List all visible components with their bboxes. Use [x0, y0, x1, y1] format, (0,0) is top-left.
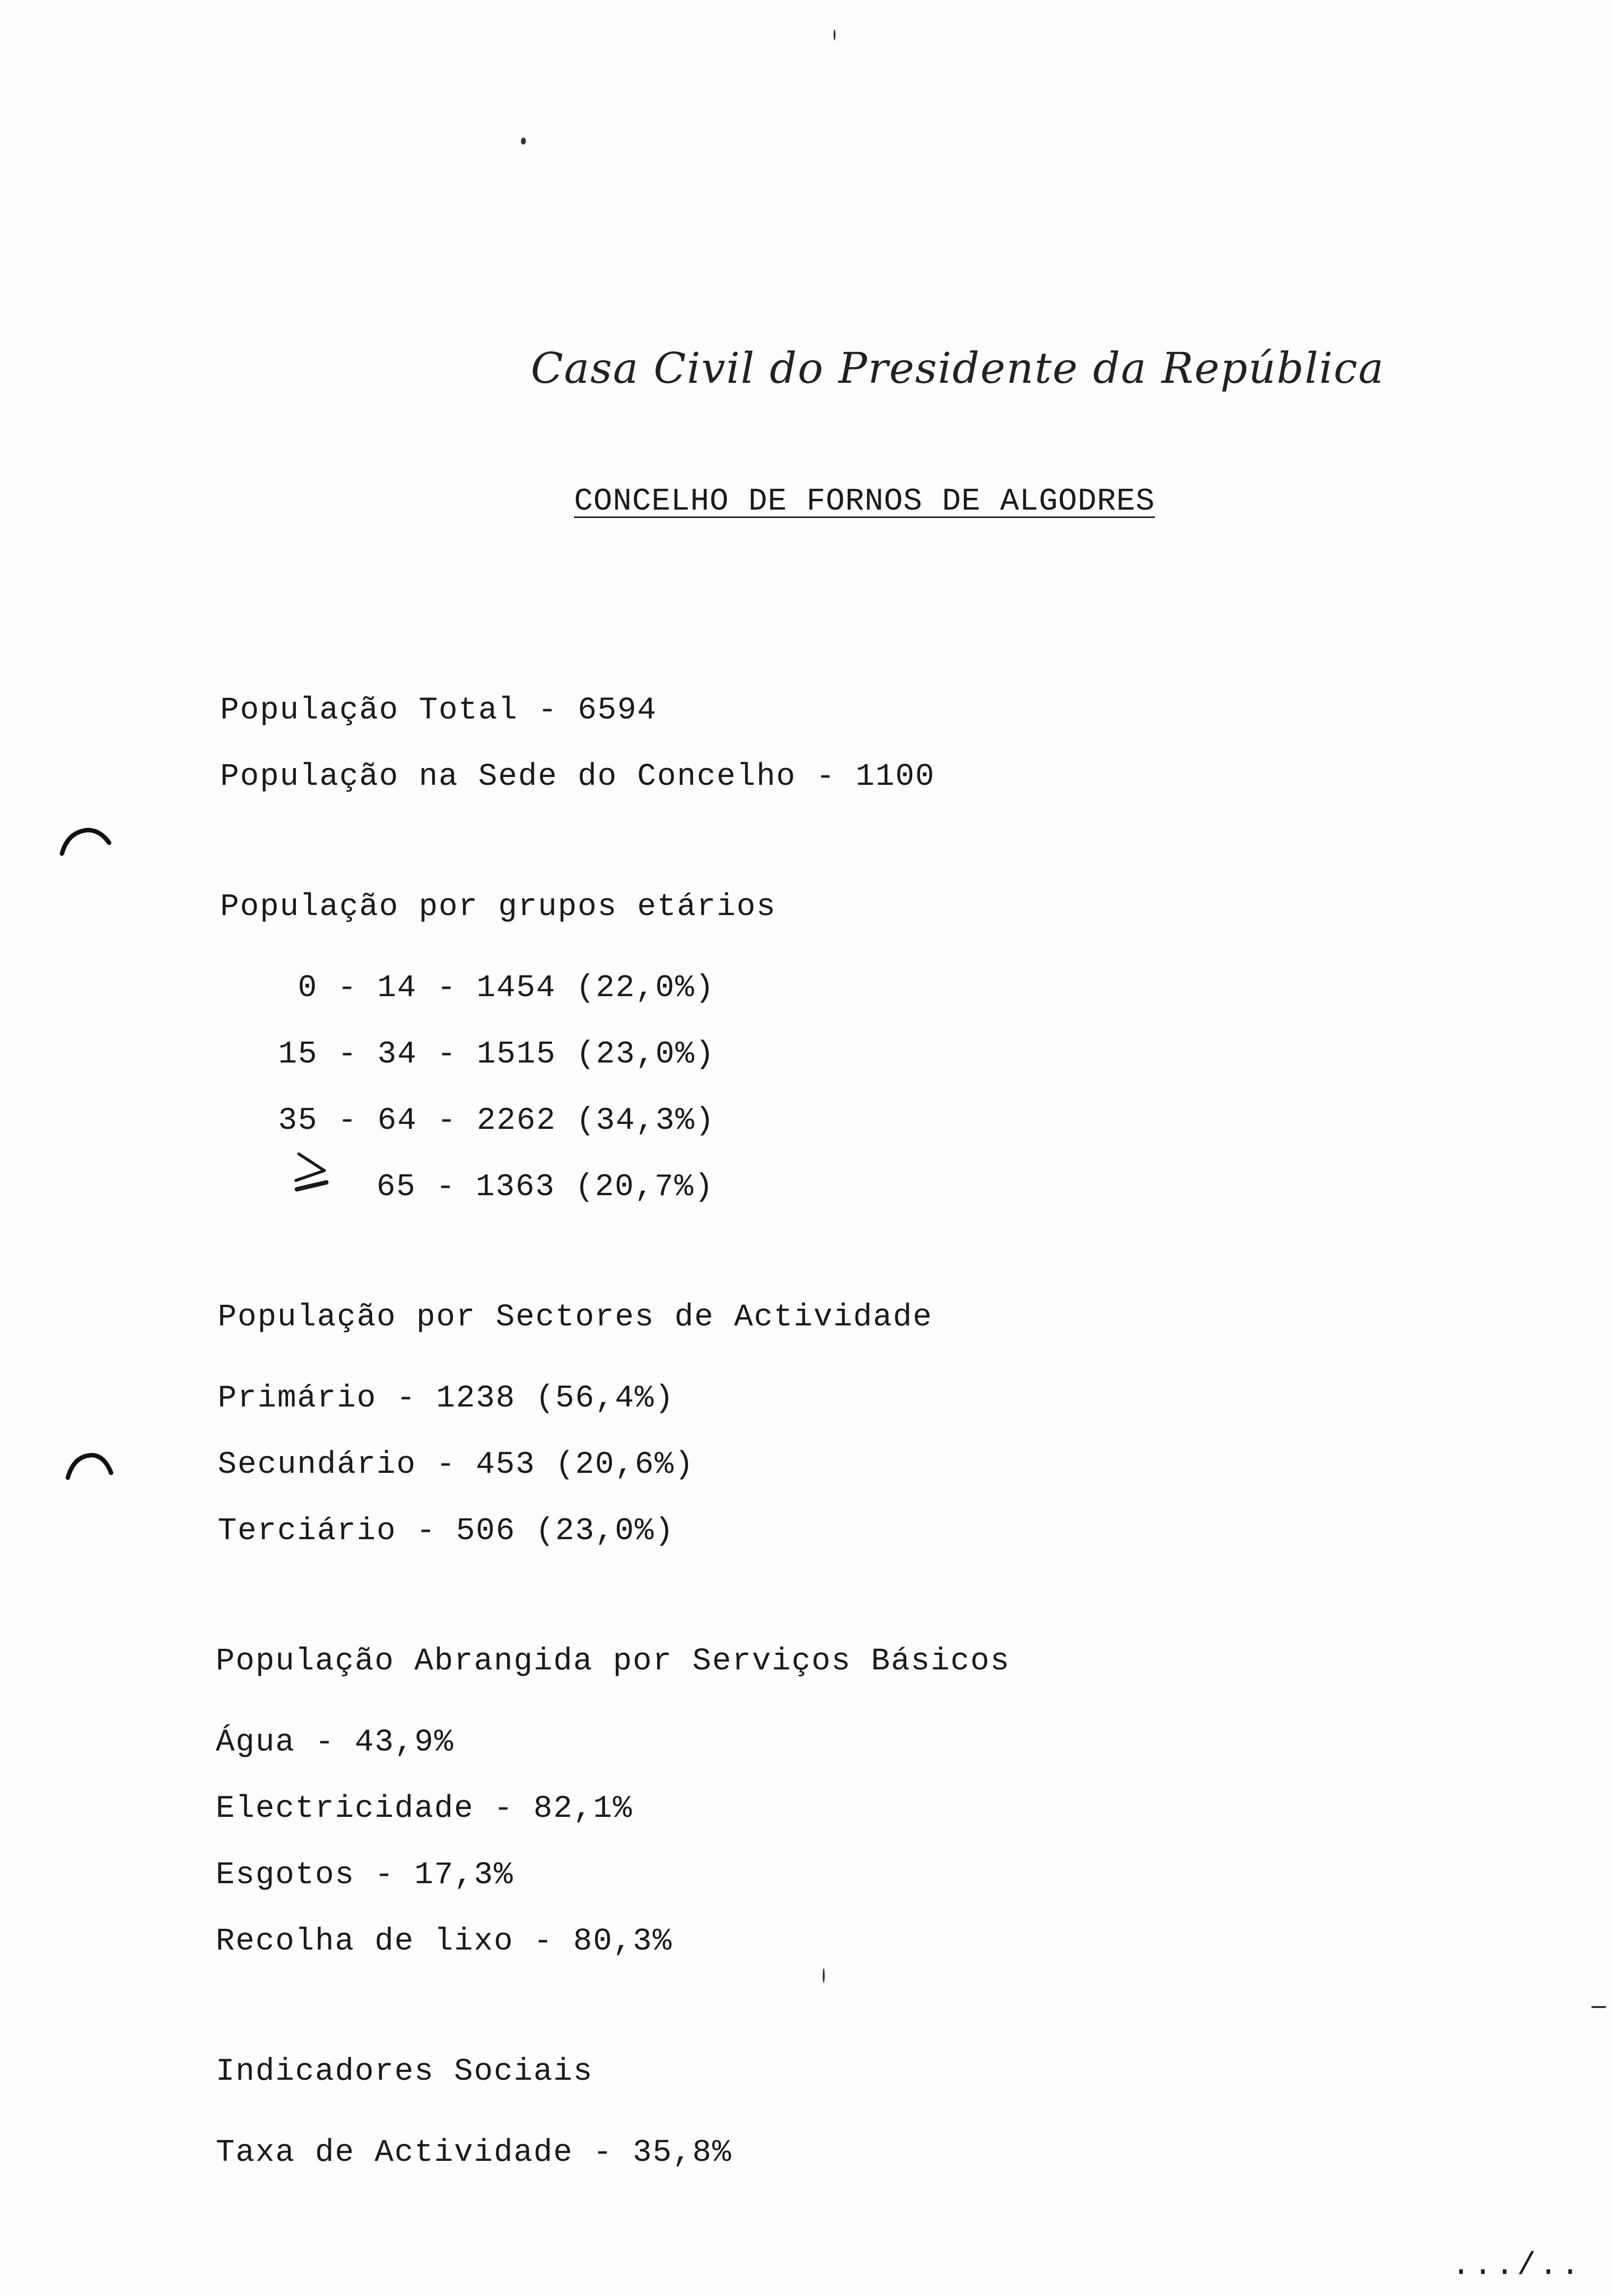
social-indicator-row: Taxa de Actividade - 35,8%: [216, 2135, 732, 2171]
sector-row: Terciário - 506 (23,0%): [218, 1514, 675, 1549]
age-group-row: 15 - 34 - 1515 (23,0%): [278, 1037, 715, 1072]
scan-speck: [834, 29, 835, 40]
sector-row: Secundário - 453 (20,6%): [218, 1447, 694, 1483]
scan-speck: [1591, 2006, 1606, 2008]
service-row: Esgotos - 17,3%: [216, 1858, 514, 1893]
age-group-row: 65 - 1363 (20,7%): [376, 1170, 714, 1205]
punch-hole-mark-icon: [64, 1447, 118, 1482]
basic-services-heading: População Abrangida por Serviços Básicos: [216, 1644, 1010, 1679]
continuation-mark: .../..: [1451, 2248, 1583, 2284]
service-row: Electricidade - 82,1%: [216, 1791, 633, 1827]
sectors-heading: População por Sectores de Actividade: [218, 1300, 933, 1335]
document-title: CONCELHO DE FORNOS DE ALGODRES: [574, 484, 1155, 519]
sector-row: Primário - 1238 (56,4%): [218, 1381, 675, 1416]
age-groups-heading: População por grupos etários: [220, 890, 777, 925]
greater-or-equal-icon: [290, 1150, 334, 1194]
age-group-row: 35 - 64 - 2262 (34,3%): [278, 1103, 715, 1139]
service-row: Água - 43,9%: [216, 1725, 454, 1760]
scan-speck: [823, 1968, 825, 1983]
population-total: População Total - 6594: [220, 693, 657, 728]
social-indicators-heading: Indicadores Sociais: [216, 2054, 593, 2090]
population-seat: População na Sede do Concelho - 1100: [220, 759, 935, 795]
age-group-row: 0 - 14 - 1454 (22,0%): [298, 971, 715, 1006]
punch-hole-mark-icon: [58, 823, 112, 858]
service-row: Recolha de lixo - 80,3%: [216, 1924, 673, 1959]
letterhead: Casa Civil do Presidente da República: [531, 344, 1385, 393]
scan-speck: [521, 138, 526, 144]
